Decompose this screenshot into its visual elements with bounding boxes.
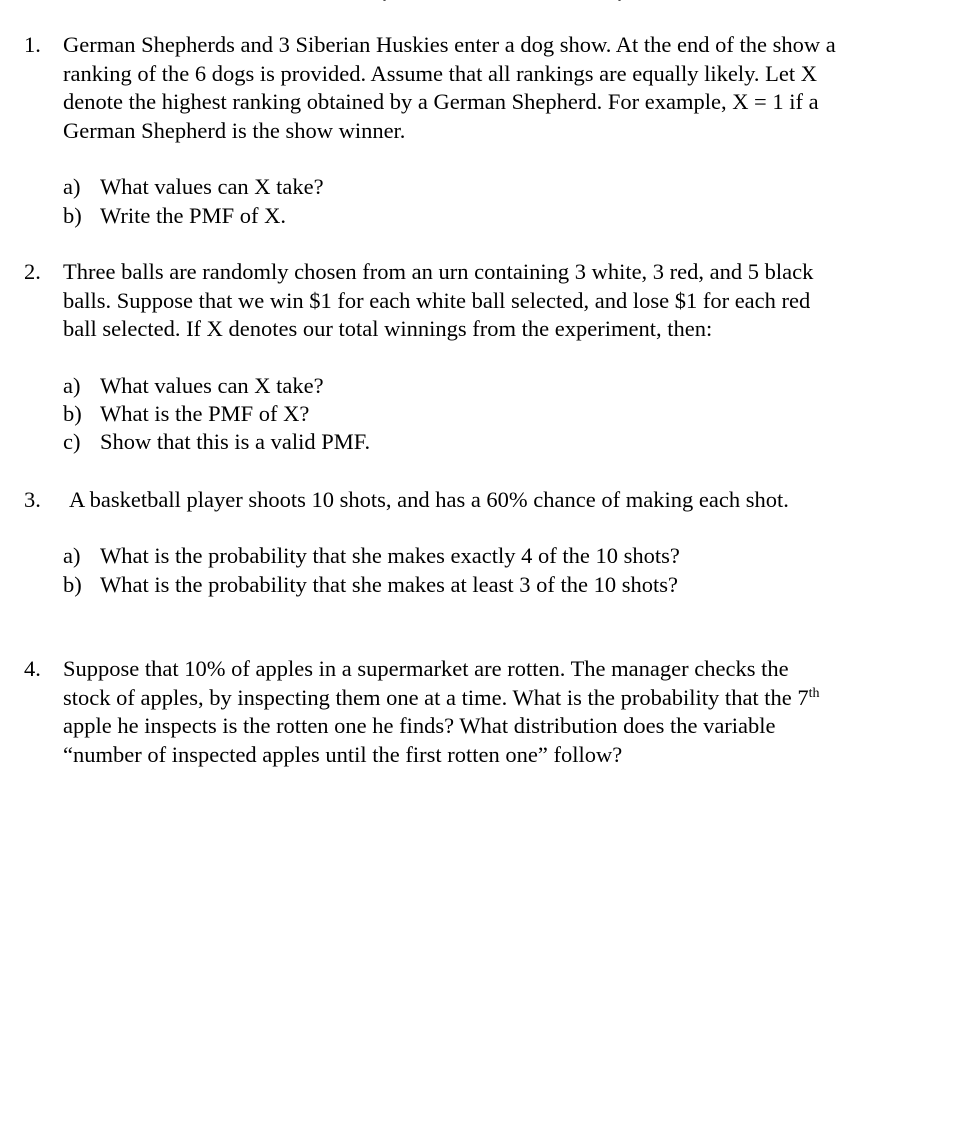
part-text: What is the probability that she makes exactly 4 of the 10 shots? <box>100 543 680 568</box>
cropped-previous-text <box>0 0 958 4</box>
part-text: What values can X take? <box>100 174 324 199</box>
question-number: 4. <box>24 656 41 681</box>
part-label: c) <box>63 429 81 454</box>
question-number: 3. <box>24 487 41 512</box>
part-label: a) <box>63 373 81 398</box>
question-number: 2. <box>24 259 41 284</box>
question-text <box>63 31 943 146</box>
question-3-part-a <box>0 542 958 571</box>
part-label: b) <box>63 203 82 228</box>
question-3-part-b <box>0 571 958 600</box>
part-label: a) <box>63 174 81 199</box>
question-line: German Shepherd is the show winner. <box>63 118 406 144</box>
question-text <box>63 655 943 770</box>
question-text <box>69 486 949 515</box>
question-line: Suppose that 10% of apples in a supermarket are rotten. The manager checks the <box>63 656 789 681</box>
part-label: b) <box>63 401 82 426</box>
question-line: apple he inspects is the rotten one he finds? What distribution does the variable <box>63 713 776 739</box>
question-1-part-a <box>0 173 958 202</box>
question-2-part-a <box>0 372 958 401</box>
question-line: A basketball player shoots 10 shots, and has a 60% chance of making each shot. <box>69 487 789 512</box>
question-number: 1. <box>24 32 41 57</box>
part-text: What is the probability that she makes at least 3 of the 10 shots? <box>100 572 678 597</box>
question-line: denote the highest ranking obtained by a German Shepherd. For example, X = 1 if a <box>63 89 819 115</box>
part-text: Show that this is a valid PMF. <box>100 429 371 454</box>
question-2-part-c <box>0 428 958 457</box>
question-line: ball selected. If X denotes our total winnings from the experiment, then: <box>63 316 713 342</box>
question-line: ranking of the 6 dogs is provided. Assume that all rankings are equally likely. Let X <box>63 60 818 86</box>
question-line: Three balls are randomly chosen from an urn containing 3 white, 3 red, and 5 black <box>63 259 814 284</box>
part-text: What values can X take? <box>100 373 324 398</box>
question-1-part-b <box>0 202 958 231</box>
ordinal-superscript: th <box>808 685 820 701</box>
question-line: “number of inspected apples until the first rotten one” follow? <box>63 742 623 768</box>
question-line-text: stock of apples, by inspecting them one at a time. What is the probability that the 7 <box>63 684 809 710</box>
part-text: Write the PMF of X. <box>100 203 286 228</box>
part-label: b) <box>63 572 82 597</box>
question-2-part-b <box>0 400 958 429</box>
question-line <box>63 684 943 713</box>
part-label: a) <box>63 543 81 568</box>
question-text <box>63 258 943 344</box>
part-text: What is the PMF of X? <box>100 401 310 426</box>
question-line: German Shepherds and 3 Siberian Huskies enter a dog show. At the end of the show a <box>63 32 836 57</box>
question-line: balls. Suppose that we win $1 for each white ball selected, and lose $1 for each red <box>63 287 811 313</box>
